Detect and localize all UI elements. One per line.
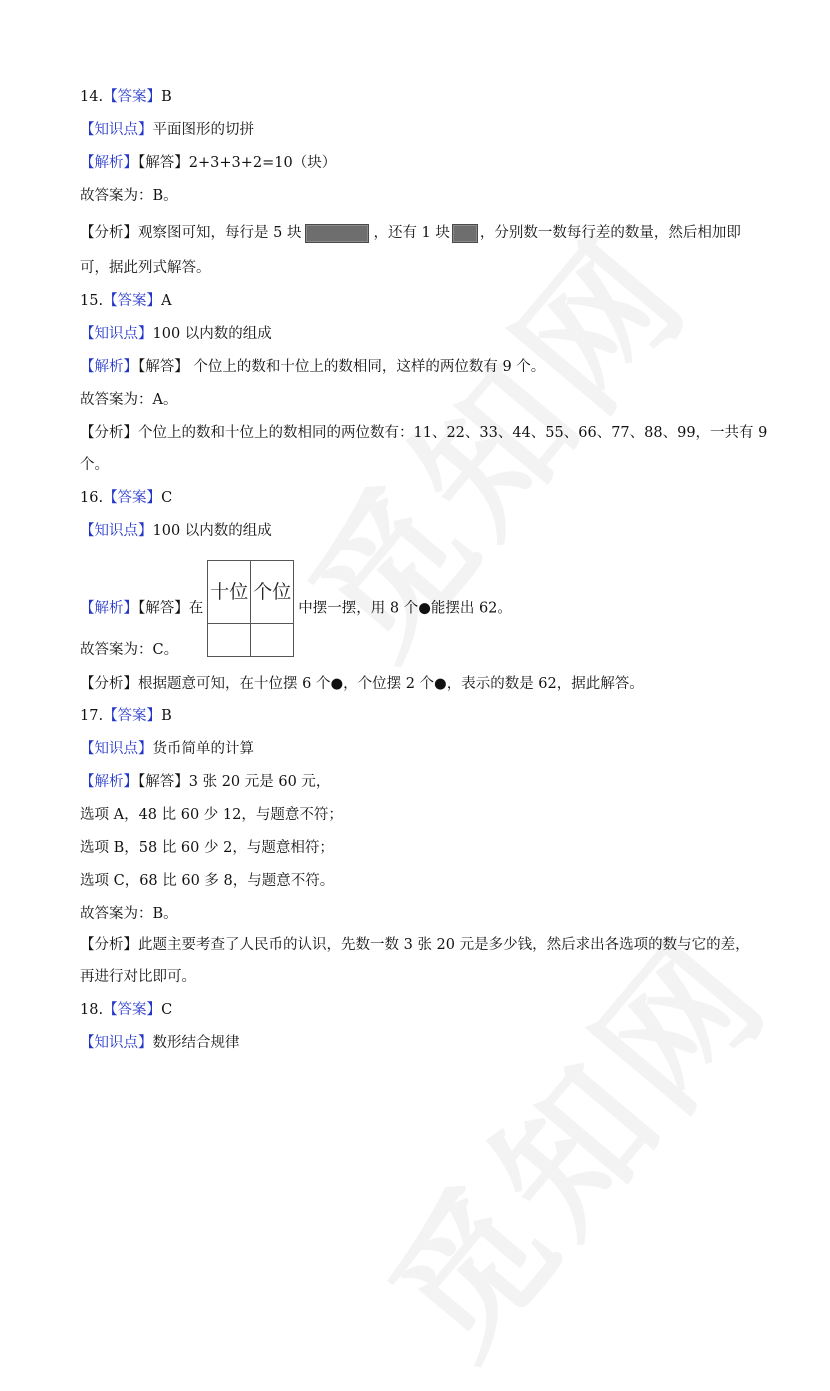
answer-tag: 【答案】 [103,708,162,724]
fenxi-tag: 【分析】 [80,225,138,241]
q17-conclusion: 故答案为：B。 [80,906,178,922]
q18-answer [80,1000,172,1020]
q14-analysis [80,153,336,173]
q17-option-b: 选项 B，58 比 60 少 2，与题意相符； [80,840,334,856]
q16-knowledge [80,521,272,541]
analysis-text: 【解答】3 张 20 元是 60 元， [138,774,331,790]
q17-knowledge [80,739,254,759]
knowledge-tag: 【知识点】 [80,741,153,757]
knowledge-tag: 【知识点】 [80,523,153,539]
q14-answer [80,87,172,107]
analysis-tag: 【解析】 [80,359,138,375]
q15-answer [80,291,172,311]
fenxi-tag: 【分析】 [80,676,138,692]
answer-tag: 【答案】 [103,293,162,309]
answer-value: C [161,490,173,506]
knowledge-tag: 【知识点】 [80,1035,153,1051]
analysis-text: 【解答】在 [138,600,204,617]
fenxi-text: 此题主要考查了人民币的认识，先数一数 3 张 20 元是多少钱，然后求出各选项的数与它的差， [138,937,750,953]
q17-analysis [80,772,330,792]
fenxi-text: 观察图可知，每行是 5 块 [138,225,302,241]
q14-conclusion: 故答案为：B。 [80,188,178,204]
fenxi-tag: 【分析】 [80,937,138,953]
fenxi-text: ，还有 1 块 [373,225,450,241]
answer-value: C [161,1002,173,1018]
question-number: 17. [80,708,104,724]
analysis-tag: 【解析】 [80,774,138,790]
q17-option-c: 选项 C，68 比 60 多 8，与题意不符。 [80,873,335,889]
question-number: 16. [80,490,104,506]
answer-value: B [161,708,172,724]
tens-cell [208,624,251,657]
question-number: 14. [80,89,104,105]
knowledge-text: 数形结合规律 [152,1035,240,1051]
analysis-tag: 【解析】 [80,155,138,171]
q17-option-a: 选项 A，48 比 60 少 12，与题意不符； [80,807,343,823]
place-value-table [207,560,294,657]
answer-tag: 【答案】 [103,89,162,105]
knowledge-tag: 【知识点】 [80,122,153,138]
q15-knowledge [80,324,272,344]
single-block-image [452,224,478,243]
five-block-bar-image [305,224,369,243]
answer-tag: 【答案】 [103,490,162,506]
answer-tag: 【答案】 [103,1002,162,1018]
q15-analysis [80,357,545,377]
knowledge-text: 100 以内数的组成 [152,523,272,539]
q15-fenxi [80,423,767,443]
fenxi-tag: 【分析】 [80,425,138,441]
ones-cell [251,624,294,657]
q14-fenxi [80,223,741,243]
q18-knowledge [80,1033,240,1053]
question-number: 15. [80,293,104,309]
analysis-text: 【解答】 个位上的数和十位上的数相同，这样的两位数有 9 个。 [138,359,546,375]
knowledge-tag: 【知识点】 [80,326,153,342]
question-number: 18. [80,1002,104,1018]
answer-value: B [161,89,172,105]
fenxi-text: 根据题意可知，在十位摆 6 个●，个位摆 2 个●，表示的数是 62，据此解答。 [138,676,644,692]
ones-header: 个位 [251,561,294,624]
q17-fenxi [80,935,750,955]
knowledge-text: 平面图形的切拼 [152,122,254,138]
watermark-bottom [333,885,807,1391]
analysis-text: 【解答】2+3+3+2=10（块） [138,155,337,171]
answer-value: A [161,293,172,309]
q16-conclusion: 故答案为：C。 [80,642,179,658]
q17-fenxi-cont: 再进行对比即可。 [80,969,196,985]
q16-fenxi [80,674,644,694]
q15-conclusion: 故答案为：A。 [80,392,178,408]
q17-answer [80,706,172,726]
fenxi-text: 个位上的数和十位上的数相同的两位数有：11、22、33、44、55、66、77、88、99，一共有 9 [138,425,768,441]
q14-knowledge [80,120,254,140]
tens-header: 十位 [208,561,251,624]
analysis-text: 中摆一摆，用 8 个●能摆出 62。 [298,600,512,617]
q14-fenxi-cont: 可，据此列式解答。 [80,260,211,276]
q15-fenxi-cont: 个。 [80,457,109,473]
fenxi-text: ，分别数一数每行差的数量，然后相加即 [479,225,741,241]
knowledge-text: 货币简单的计算 [152,741,254,757]
knowledge-text: 100 以内数的组成 [152,326,272,342]
analysis-tag: 【解析】 [80,600,138,617]
q16-answer [80,488,172,508]
